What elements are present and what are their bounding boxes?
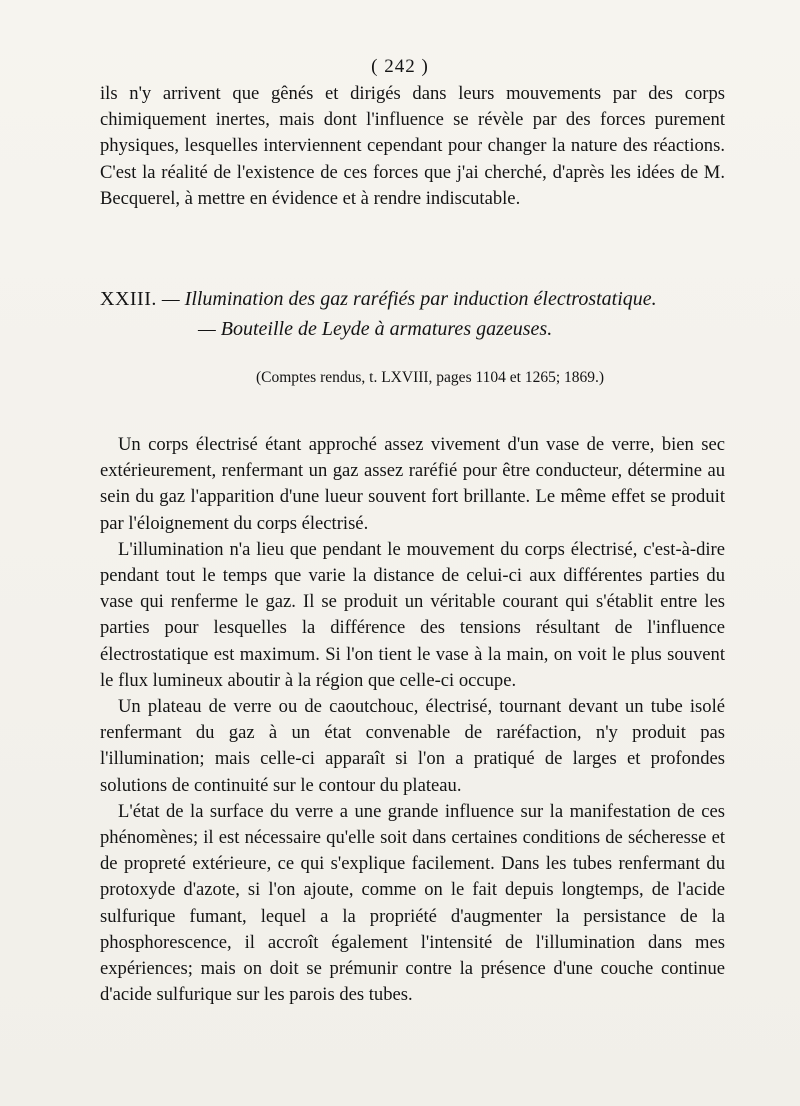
body-paragraph: L'état de la surface du verre a une grande influence sur la manifestation de ces phénomènes; il est nécessaire qu'elle soit dans certaines conditions de sécheresse et de propreté extérieure, ce qui s'explique facilement. Dans les tubes renfermant du protoxyde d'azote, si l'on ajoute, comme on le fait depuis longtemps, de l'acide sulfurique fumant, lequel a la propriété d'augmenter la persistance de la phosphorescence, il accroît également l'intensité de l'illumination dans mes expériences; mais on doit se prémunir contre la présence d'une couche continue d'acide sulfurique sur les parois des tubes. [100, 800, 725, 1006]
section-title-line-1: — Illumination des gaz raréfiés par induction électrostatique. [161, 288, 657, 310]
section-citation: (Comptes rendus, t. LXVIII, pages 1104 et 1265; 1869.) [255, 369, 605, 386]
body-paragraph: Un plateau de verre ou de caoutchouc, électrisé, tournant devant un tube isolé renfermant du gaz à un état convenable de raréfaction, n'y produit pas l'illumination; mais celle-ci apparaît si l'on a pratiqué de larges et profondes solutions de continuité sur le contour du plateau. [100, 696, 725, 796]
page-number: ( 242 ) [371, 56, 429, 77]
section-title-line-2: — Bouteille de Leyde à armatures gazeuses. [198, 318, 553, 340]
intro-paragraph: ils n'y arrivent que gênés et dirigés dans leurs mouvements par des corps chimiquement inertes, mais dont l'influence se révèle par des forces purement physiques, lesquelles interviennent cependant pour changer la nature des réactions. C'est la réalité de l'existence de ces forces que j'ai cherché, d'après les idées de M. Becquerel, à mettre en évidence et à rendre indiscutable. [100, 83, 725, 209]
section-heading [100, 284, 725, 344]
body-text-block [100, 432, 725, 1008]
body-paragraph: L'illumination n'a lieu que pendant le mouvement du corps électrisé, c'est-à-dire pendant tout le temps que varie la distance de celui-ci aux différentes parties du vase qui renferme le gaz. Il se produit un véritable courant qui s'établit entre les parties pour lesquelles la différence des tensions résultant de l'influence électrostatique est maximum. Si l'on tient le vase à la main, on voit le plus souvent le flux lumineux aboutir à la région que celle-ci occupe. [100, 538, 725, 691]
body-paragraph: Un corps électrisé étant approché assez vivement d'un vase de verre, bien sec extérieurement, renfermant un gaz assez raréfié pour être conducteur, détermine au sein du gaz l'apparition d'une lueur souvent fort brillante. Le même effet se produit par l'éloignement du corps électrisé. [100, 434, 725, 534]
intro-text-block [100, 81, 725, 212]
section-number: XXIII. [100, 288, 157, 310]
